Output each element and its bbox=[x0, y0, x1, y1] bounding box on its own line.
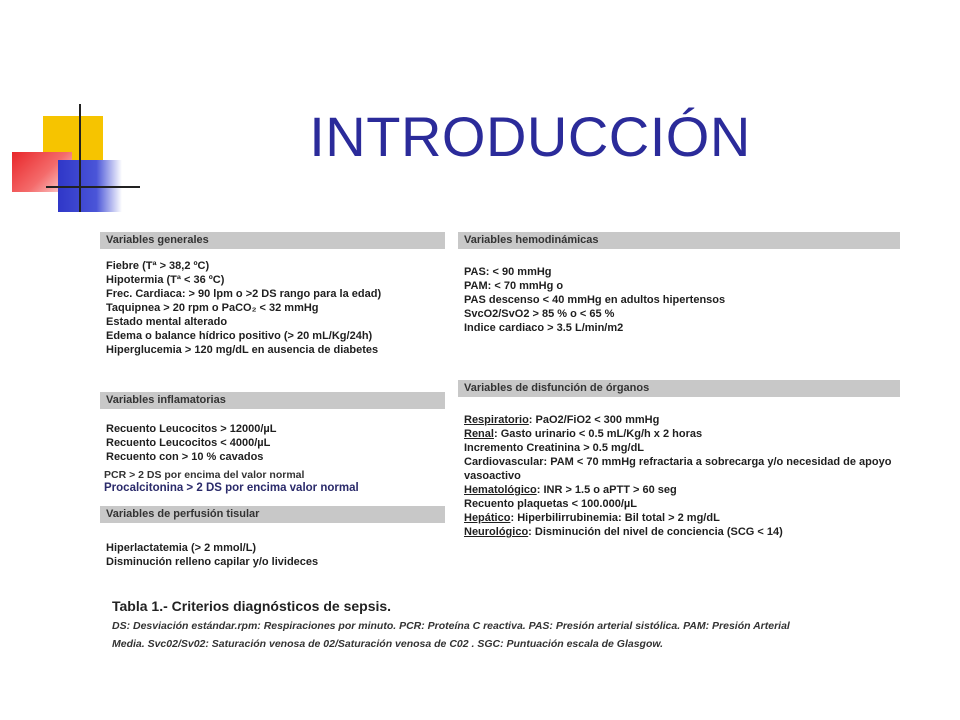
list-item: Hipotermia (Tª < 36 ºC) bbox=[106, 274, 225, 286]
organ-text: : PaO2/FiO2 < 300 mmHg bbox=[528, 414, 660, 426]
organ-text: : Gasto urinario < 0.5 mL/Kg/h x 2 horas bbox=[493, 428, 703, 440]
list-item bbox=[464, 525, 894, 539]
list-item: Disminución relleno capilar y/o livideces bbox=[106, 556, 319, 568]
organ-label: Respiratorio bbox=[464, 414, 529, 426]
section-variables-hemodinamicas bbox=[458, 232, 900, 341]
list-item bbox=[464, 413, 894, 427]
caption-line-2: Media. Svc02/Sv02: Saturación venosa de 02/Saturación venosa de C02 . SGC: Puntuación escala de Glasgow. bbox=[112, 638, 664, 650]
list-item: Indice cardiaco > 3.5 L/min/m2 bbox=[464, 322, 624, 334]
caption-line-1: DS: Desviación estándar.rpm: Respiraciones por minuto. PCR: Proteína C reactiva. PAS: Presión arterial sistólica. PAM: Presión Arterial bbox=[112, 620, 790, 632]
section-header: Variables de perfusión tisular bbox=[100, 506, 445, 523]
section-header: Variables hemodinámicas bbox=[458, 232, 900, 249]
slide-title: INTRODUCCIÓN bbox=[309, 105, 751, 168]
organ-label: Hepático bbox=[464, 512, 511, 524]
section-header: Variables inflamatorias bbox=[100, 392, 445, 409]
organ-text: : Disminución del nivel de conciencia (SCG < 14) bbox=[528, 526, 783, 538]
organ-text: : INR > 1.5 o aPTT > 60 seg bbox=[536, 484, 677, 496]
list-item: PCR > 2 DS por encima del valor normal bbox=[104, 469, 305, 481]
list-item: Hiperglucemia > 120 mg/dL en ausencia de diabetes bbox=[106, 344, 379, 356]
list-item: Hiperlactatemia (> 2 mmol/L) bbox=[106, 542, 257, 554]
list-item: Incremento Creatinina > 0.5 mg/dL bbox=[464, 442, 645, 454]
list-item: PAS: < 90 mmHg bbox=[464, 266, 552, 278]
inflammatory-extra-lines bbox=[104, 469, 444, 496]
list-item: SvcO2/SvO2 > 85 % o < 65 % bbox=[464, 308, 615, 320]
section-header: Variables de disfunción de órganos bbox=[458, 380, 900, 397]
list-item: PAM: < 70 mmHg o bbox=[464, 280, 564, 292]
list-item: Fiebre (Tª > 38,2 ºC) bbox=[106, 260, 210, 272]
section-variables-generales bbox=[100, 232, 445, 363]
section-variables-perfusion bbox=[100, 506, 445, 575]
section-variables-disfuncion bbox=[458, 380, 900, 545]
list-item: Taquipnea > 20 rpm o PaCO₂ < 32 mmHg bbox=[106, 302, 319, 314]
list-item: Recuento con > 10 % cavados bbox=[106, 451, 264, 463]
list-item: vasoactivo bbox=[464, 470, 521, 482]
list-item: Edema o balance hídrico positivo (> 20 mL/Kg/24h) bbox=[106, 330, 373, 342]
list-item: Recuento plaquetas < 100.000/µL bbox=[464, 498, 637, 510]
organ-label: Hematológico bbox=[464, 484, 537, 496]
list-item bbox=[464, 427, 894, 441]
organ-label: Renal bbox=[464, 428, 494, 440]
list-item: Recuento Leucocitos < 4000/µL bbox=[106, 437, 271, 449]
list-item: Recuento Leucocitos > 12000/µL bbox=[106, 423, 277, 435]
list-item: Cardiovascular: PAM < 70 mmHg refractaria a sobrecarga y/o necesidad de apoyo bbox=[464, 456, 892, 468]
list-item: Estado mental alterado bbox=[106, 316, 228, 328]
list-item: PAS descenso < 40 mmHg en adultos hipertensos bbox=[464, 294, 726, 306]
organ-label: Neurológico bbox=[464, 526, 529, 538]
section-variables-inflamatorias bbox=[100, 392, 445, 470]
list-item: Procalcitonina > 2 DS por encima valor normal bbox=[104, 482, 359, 494]
list-item bbox=[464, 511, 894, 525]
table-caption bbox=[112, 598, 912, 652]
caption-title: Tabla 1.- Criterios diagnósticos de sepsis. bbox=[112, 598, 392, 614]
organ-text: : Hiperbilirrubinemia: Bil total > 2 mg/dL bbox=[510, 512, 720, 524]
list-item: Frec. Cardiaca: > 90 lpm o >2 DS rango para la edad) bbox=[106, 288, 382, 300]
logo-horizontal-line bbox=[46, 186, 140, 188]
list-item bbox=[464, 483, 894, 497]
section-header: Variables generales bbox=[100, 232, 445, 249]
